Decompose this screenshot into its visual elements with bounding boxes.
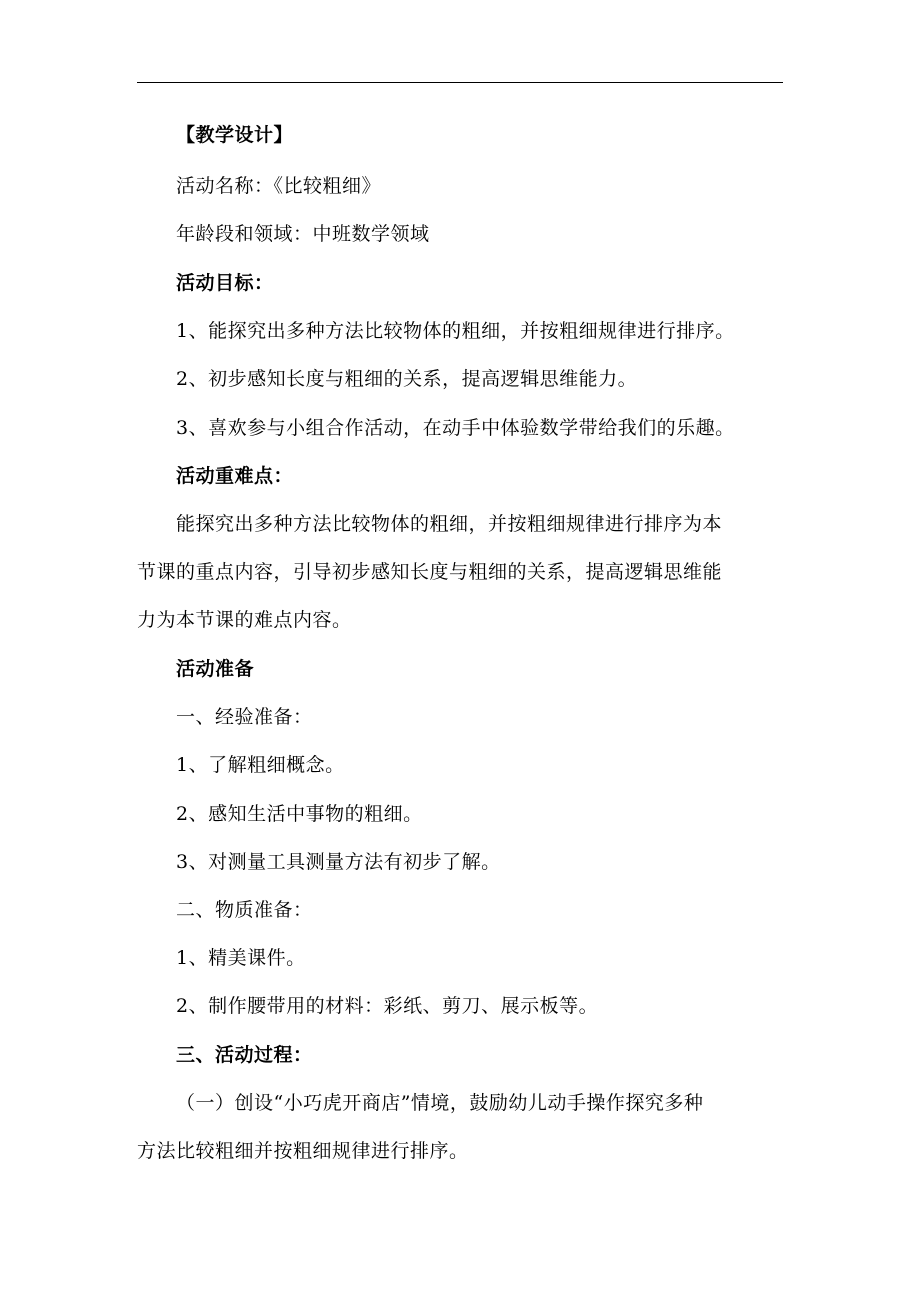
experience-item: 1、了解粗细概念。	[176, 754, 345, 776]
process-line: （一）创设“小巧虎开商店”情境，鼓励幼儿动手操作探究多种	[176, 1092, 704, 1114]
activity-name: 活动名称：《比较粗细》	[176, 175, 382, 197]
experience-item: 3、对测量工具测量方法有初步了解。	[176, 851, 501, 873]
section-heading: 【教学设计】	[176, 124, 294, 146]
age-domain: 年龄段和领域：中班数学领域	[176, 223, 430, 245]
material-item: 1、精美课件。	[176, 947, 306, 969]
goal-item: 1、能探究出多种方法比较物体的粗细，并按粗细规律进行排序。	[176, 320, 735, 342]
key-points-line: 力为本节课的难点内容。	[137, 609, 352, 631]
goal-item: 2、初步感知长度与粗细的关系，提高逻辑思维能力。	[176, 368, 638, 390]
goals-title: 活动目标：	[176, 272, 274, 294]
process-title: 三、活动过程：	[176, 1044, 313, 1066]
prep-title: 活动准备	[176, 658, 255, 680]
header-rule	[137, 82, 783, 83]
experience-title: 一、经验准备：	[176, 706, 313, 728]
goal-item: 3、喜欢参与小组合作活动，在动手中体验数学带给我们的乐趣。	[176, 417, 735, 439]
process-line: 方法比较粗细并按粗细规律进行排序。	[137, 1140, 469, 1162]
experience-item: 2、感知生活中事物的粗细。	[176, 803, 423, 825]
material-title: 二、物质准备：	[176, 899, 313, 921]
key-points-title: 活动重难点：	[176, 465, 294, 487]
key-points-line: 节课的重点内容，引导初步感知长度与粗细的关系，提高逻辑思维能	[137, 561, 723, 583]
key-points-line: 能探究出多种方法比较物体的粗细，并按粗细规律进行排序为本	[176, 513, 723, 535]
material-item: 2、制作腰带用的材料：彩纸、剪刀、展示板等。	[176, 995, 599, 1017]
